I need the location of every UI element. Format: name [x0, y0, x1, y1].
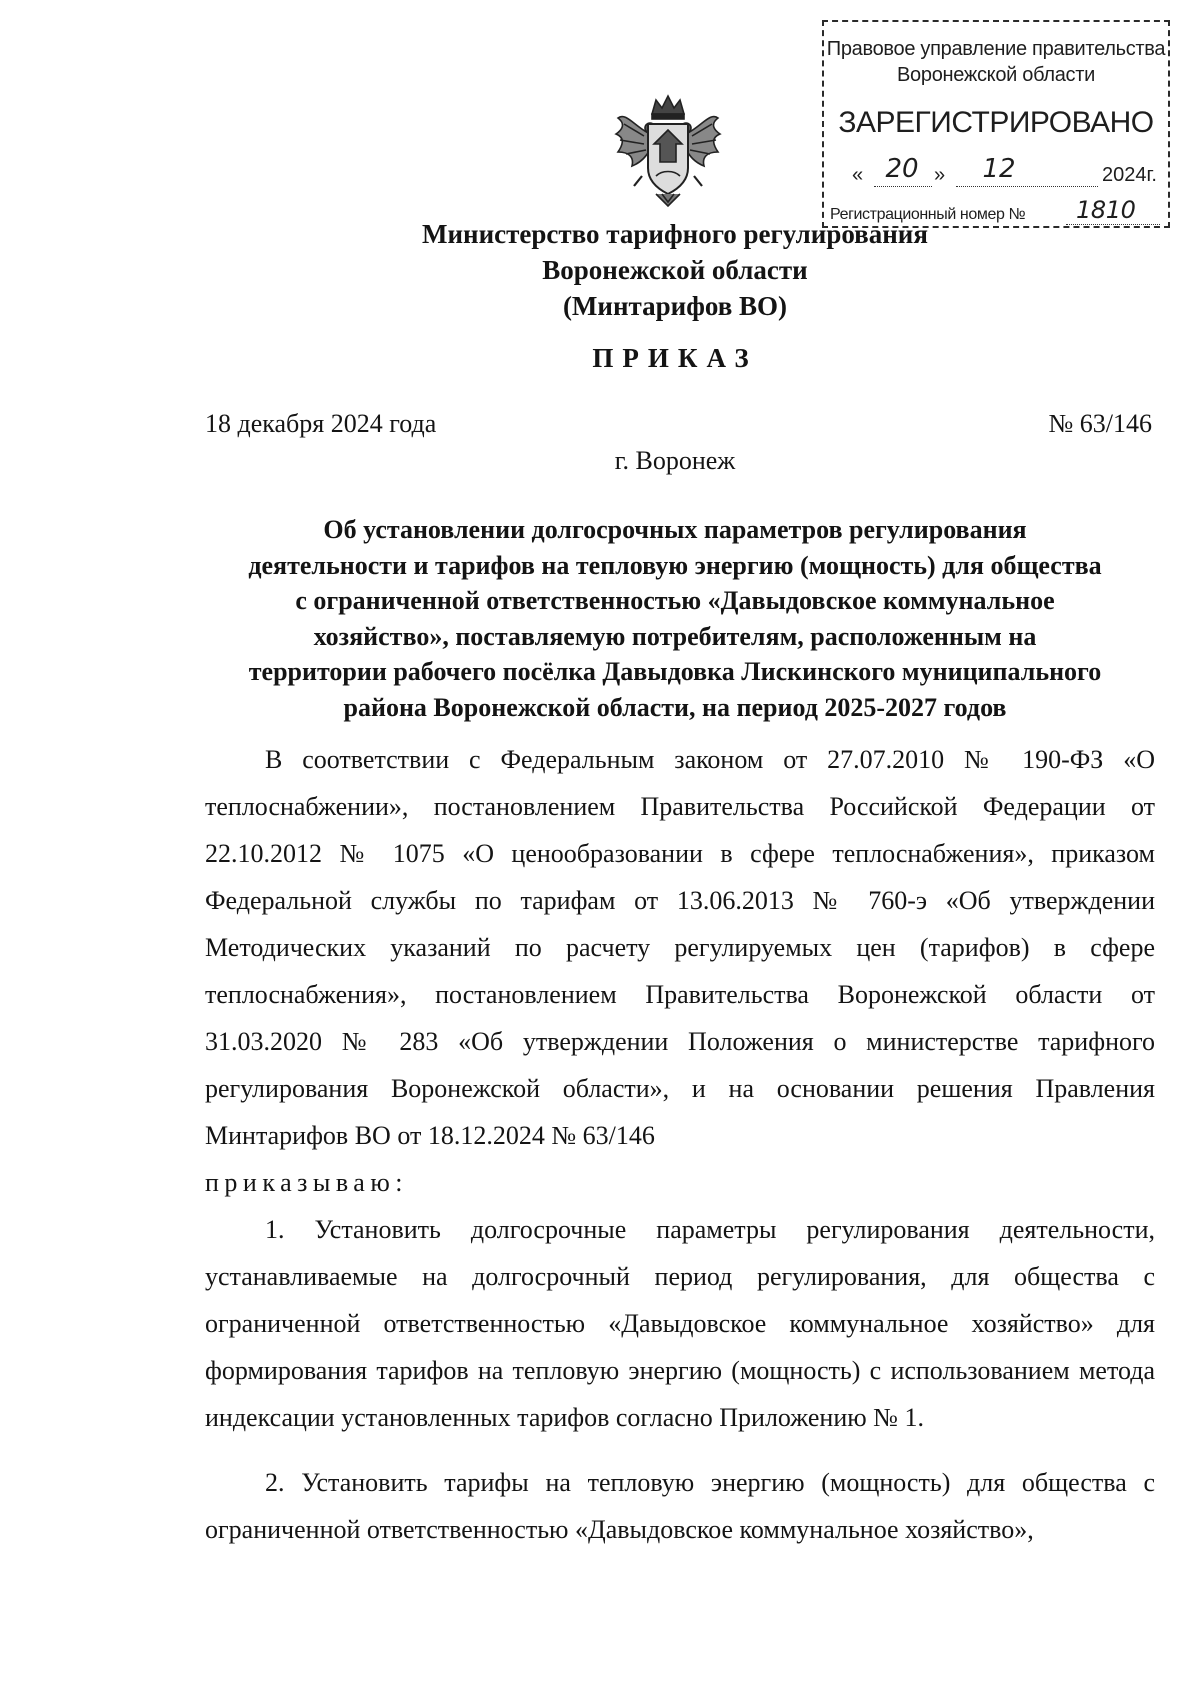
stamp-status: ЗАРЕГИСТРИРОВАНО: [838, 106, 1154, 139]
stamp-org-line2: Воронежской области: [897, 64, 1095, 86]
stamp-reg-label: Регистрационный номер №: [830, 206, 1026, 223]
subject-line: Об установлении долгосрочных параметров регулирования: [323, 515, 1027, 544]
stamp-month: 12: [982, 154, 1016, 184]
subject-line: хозяйство», поставляемую потребителям, расположенным на: [313, 621, 1037, 651]
ministry-name: Министерство тарифного регулирования: [422, 219, 928, 249]
order-item-1: 1. Установить долгосрочные параметры регулирования деятельности, устанавливаемые на долгосрочный период регулирования, для общества с ограниченной ответственностью «Давыдовское коммунальное хозяйство» для формирования тарифов на тепловую энергию (мощность) с использованием метода индексации установленных тарифов согласно Приложению № 1.: [205, 1215, 1155, 1432]
document-body: [205, 736, 1155, 1553]
document-type: ПРИКАЗ: [592, 343, 758, 373]
subject-line: деятельности и тарифов на тепловую энергию (мощность) для общества: [248, 550, 1102, 580]
document-number: № 63/146: [1048, 409, 1152, 438]
stamp-reg-number: 1810: [1076, 196, 1136, 224]
preamble-paragraph: В соответствии с Федеральным законом от 27.07.2010 № 190-ФЗ «О теплоснабжении», постановлением Правительства Российской Федерации от 22.10.2012 № 1075 «О ценообразовании в сфере теплоснабжения», приказом Федеральной службы по тарифам от 13.06.2013 № 760-э «Об утверждении Методических указаний по расчету регулируемых цен (тарифов) в сфере теплоснабжения», постановлением Правительства Воронежской области от 31.03.2020 № 283 «Об утверждении Положения о министерстве тарифного регулирования Воронежской области», и на основании решения Правления Минтарифов ВО от 18.12.2024 № 63/146: [205, 745, 1155, 1150]
subject-line: территории рабочего посёлка Давыдовка Лискинского муниципального: [248, 657, 1102, 686]
subject-line: с ограниченной ответственностью «Давыдовское коммунальное: [295, 586, 1055, 615]
order-word: приказываю:: [205, 1168, 408, 1197]
stamp-day: 20: [885, 154, 919, 184]
ministry-region: Воронежской области: [542, 255, 808, 285]
order-item-2: 2. Установить тарифы на тепловую энергию (мощность) для общества с ограниченной ответственностью «Давыдовское коммунальное хозяйство»,: [205, 1468, 1155, 1544]
stamp-org-line1: Правовое управление правительства: [826, 38, 1166, 60]
stamp-close-quote: »: [934, 164, 946, 186]
document-subject: [180, 512, 1170, 725]
stamp-year: 2024г.: [1102, 164, 1157, 186]
registration-stamp: [822, 20, 1170, 228]
subject-line: района Воронежской области, на период 2025-2027 годов: [343, 692, 1007, 722]
document-city: г. Воронеж: [614, 446, 736, 475]
ministry-abbreviation: (Минтарифов ВО): [562, 291, 788, 321]
stamp-open-quote: «: [852, 164, 864, 186]
voronezh-coat-of-arms-icon: [612, 90, 724, 210]
document-date: 18 декабря 2024 года: [205, 409, 437, 438]
stamp-date: [852, 154, 1157, 192]
